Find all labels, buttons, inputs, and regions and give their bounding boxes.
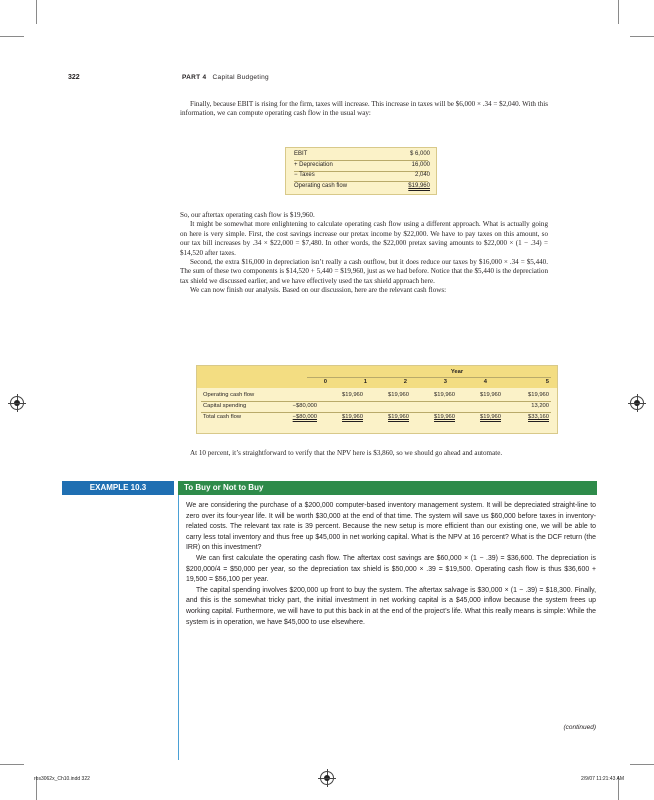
row-label: Capital spending xyxy=(203,403,247,409)
cell-value: $19,960 xyxy=(342,392,363,398)
table-row xyxy=(294,183,430,193)
cell-value: 13,200 xyxy=(531,403,549,409)
intro-paragraph: Finally, because EBIT is rising for the firm, taxes will increase. This increase in taxes will be $6,000 × .34 = $2,040. With this information, we can compute operating cash flow in the usual way: xyxy=(180,100,548,118)
year-0: 0 xyxy=(323,379,327,385)
cell-value: −$80,000 xyxy=(292,403,317,409)
cell-value: $33,160 xyxy=(528,414,549,420)
cell-value: $19,960 xyxy=(480,414,501,420)
row-value: $19,960 xyxy=(408,182,430,189)
year-4: 4 xyxy=(483,379,487,385)
cell-value: $19,960 xyxy=(434,414,455,420)
example-label: EXAMPLE 10.3 xyxy=(62,481,174,495)
year-heading: Year xyxy=(450,369,464,375)
row-label: − Taxes xyxy=(294,172,315,178)
analysis-section xyxy=(180,211,548,296)
row-label: Total cash flow xyxy=(203,414,242,420)
example-body xyxy=(186,501,596,628)
row-label: Operating cash flow xyxy=(294,182,348,189)
example-rule xyxy=(178,495,179,760)
ocf-table xyxy=(285,147,437,195)
cell-value: $19,960 xyxy=(480,392,501,398)
cell-value: $19,960 xyxy=(342,414,363,420)
page-number: 322 xyxy=(68,74,80,81)
example-paragraph: The capital spending involves $200,000 up front to buy the system. The aftertax salvage is $30,000 × (1 − .39) = $18,300. Finally, and this is the somewhat tricky part, the initial investment in net working capital is a $45,000 inflow because the system frees up working capital. Furthermore, we will have to put this back in at the end of the project’s life. What this really means is simple: While the system is in operation, we have $45,000 to use elsewhere. xyxy=(186,586,596,626)
registration-mark-left xyxy=(10,396,24,410)
row-value: $ 6,000 xyxy=(409,151,430,157)
registration-mark-bottom xyxy=(320,771,334,785)
cell-value: $19,960 xyxy=(528,392,549,398)
analysis-paragraph: It might be somewhat more enlightening to calculate operating cash flow using a different approach. What is actually going on here is very simple. First, the cost savings increase our pretax income by $22,000. We have to pay taxes on this amount, so our tax bill increases by .34 × $22,000 = $7,480. In other words, the $22,000 pretax saving amounts to $22,000 × (1 − .34) = $14,520 after taxes. xyxy=(180,220,548,257)
row-value: 16,000 xyxy=(411,161,430,168)
conclusion-section xyxy=(180,449,548,458)
row-label: + Depreciation xyxy=(294,161,333,168)
footer-timestamp: 2/9/07 11:21:43 AM xyxy=(581,776,624,782)
year-2: 2 xyxy=(403,379,407,385)
conclusion-paragraph: At 10 percent, it’s straightforward to verify that the NPV here is $3,860, so we should go ahead and automate. xyxy=(190,449,503,457)
part-label: PART 4 xyxy=(182,74,207,81)
cell-value: $19,960 xyxy=(388,414,409,420)
year-5: 5 xyxy=(545,379,549,385)
cell-value: $19,960 xyxy=(434,392,455,398)
year-3: 3 xyxy=(443,379,447,385)
intro-section xyxy=(180,100,548,119)
analysis-paragraph: Second, the extra $16,000 in depreciation isn’t really a cash outflow, but it does reduce our taxes by $16,000 × .34 = $5,440. The sum of these two components is $14,520 + 5,440 = $19,960, just as we had before. Notice that the $5,440 is the depreciation tax shield we discussed earlier, and we have effectively used the tax shield approach here. xyxy=(180,258,548,285)
cash-flow-table xyxy=(196,365,558,434)
part-title: Capital Budgeting xyxy=(212,74,269,81)
row-label: EBIT xyxy=(294,151,308,157)
continued-note: (continued) xyxy=(563,724,596,731)
analysis-paragraph: We can now finish our analysis. Based on our discussion, here are the relevant cash flows: xyxy=(190,286,447,295)
example-paragraph: We can first calculate the operating cash flow. The aftertax cost savings are $60,000 × (1 − .39) = $36,600. The depreciation is $200,000/4 = $50,000 per year, so the depreciation tax shield is $50,000 × .39 = $19,500. Operating cash flow is thus $36,600 + 19,500 = $56,100 per year. xyxy=(186,554,596,584)
year-1: 1 xyxy=(363,379,367,385)
running-header xyxy=(182,74,269,81)
cell-value: −$80,000 xyxy=(292,414,317,420)
registration-mark-right xyxy=(630,396,644,410)
example-paragraph: We are considering the purchase of a $200,000 computer-based inventory management system. It will be depreciated straight-line to zero over its four-year life. It will be worth $30,000 at the end of that time. The system will save us $60,000 before taxes in inventory-related costs. The relevant tax rate is 39 percent. Because the new setup is more efficient than our existing one, we will be able to carry less total inventory and thus free up $45,000 in net working capital. What is the NPV at 16 percent? What is the DCF return (the IRR) on this investment? xyxy=(186,502,596,552)
footer-file: ros3062x_Ch10.indd 322 xyxy=(34,776,90,782)
row-value: 2,040 xyxy=(414,172,430,178)
cell-value: $19,960 xyxy=(388,392,409,398)
row-label: Operating cash flow xyxy=(203,392,255,398)
analysis-paragraph: So, our aftertax operating cash flow is $19,960. xyxy=(180,211,315,219)
example-title: To Buy or Not to Buy xyxy=(178,481,597,495)
